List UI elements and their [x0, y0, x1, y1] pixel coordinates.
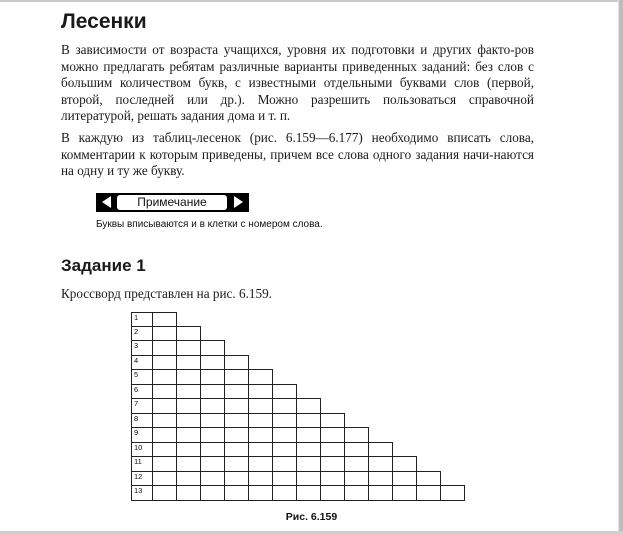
crossword-cell: [152, 398, 177, 414]
crossword-cell: [152, 442, 177, 458]
crossword-number-cell: [131, 485, 153, 501]
crossword-number-cell: [131, 384, 153, 400]
crossword-cell: [200, 355, 225, 371]
crossword-cell: [368, 471, 393, 487]
crossword-row-number: 10: [134, 442, 143, 452]
crossword-cell: [176, 456, 201, 472]
crossword-cell: [248, 398, 273, 414]
crossword-cell: [224, 369, 249, 385]
crossword-cell: [152, 326, 177, 342]
crossword-cell: [200, 485, 225, 501]
crossword-cell: [248, 384, 273, 400]
crossword-cell: [272, 471, 297, 487]
crossword-cell: [272, 427, 297, 443]
crossword-cell: [176, 369, 201, 385]
crossword-number-cell: [131, 413, 153, 429]
crossword-cell: [176, 340, 201, 356]
crossword-cell: [200, 413, 225, 429]
note-label: Примечание: [117, 195, 227, 210]
crossword-cell: [296, 456, 321, 472]
crossword-cell: [344, 442, 369, 458]
crossword-cell: [368, 485, 393, 501]
left-arrow-icon: [102, 196, 111, 208]
note-banner: [96, 193, 249, 212]
crossword-cell: [200, 471, 225, 487]
crossword-cell: [200, 442, 225, 458]
crossword-cell: [200, 369, 225, 385]
crossword-cell: [344, 427, 369, 443]
crossword-number-cell: [131, 456, 153, 472]
right-arrow-icon: [234, 196, 243, 208]
crossword-cell: [224, 485, 249, 501]
crossword-cell: [272, 398, 297, 414]
crossword-cell: [176, 326, 201, 342]
crossword-number-cell: [131, 369, 153, 385]
crossword-cell: [296, 398, 321, 414]
crossword-row-number: 3: [134, 341, 139, 350]
page-frame-right-inner: [618, 0, 619, 534]
crossword-cell: [200, 427, 225, 443]
crossword-cell: [152, 384, 177, 400]
crossword-number-cell: [131, 340, 153, 356]
crossword-row-number: 9: [134, 428, 139, 437]
crossword-cell: [344, 456, 369, 472]
page-frame-right: [619, 0, 623, 534]
crossword-cell: [152, 369, 177, 385]
section-title: Лесенки: [61, 10, 147, 33]
crossword-cell: [392, 485, 417, 501]
paragraph-instructions: В каждую из таблиц-лесенок (рис. 6.159—6.177) необходимо вписать слова, комментарии к которым приведены, причем все слова одного задания начи-наются на одну и ту же букву.: [61, 130, 534, 178]
crossword-row-number: 5: [134, 370, 139, 379]
crossword-cell: [248, 456, 273, 472]
crossword-cell: [224, 456, 249, 472]
crossword-cell: [272, 413, 297, 429]
crossword-cell: [224, 355, 249, 371]
crossword-cell: [272, 485, 297, 501]
crossword-cell: [224, 413, 249, 429]
crossword-cell: [224, 427, 249, 443]
crossword-cell: [296, 442, 321, 458]
task-intro: Кроссворд представлен на рис. 6.159.: [61, 286, 272, 301]
crossword-cell: [296, 485, 321, 501]
crossword-cell: [176, 398, 201, 414]
crossword-row-number: 13: [134, 486, 143, 495]
crossword-cell: [272, 384, 297, 400]
crossword-cell: [224, 398, 249, 414]
crossword-cell: [176, 471, 201, 487]
figure-caption: Рис. 6.159: [285, 511, 338, 523]
crossword-cell: [224, 471, 249, 487]
crossword-row-number: 4: [134, 355, 139, 365]
crossword-cell: [176, 384, 201, 400]
crossword-cell: [152, 312, 177, 327]
page-frame-top: [0, 0, 623, 2]
crossword-cell: [248, 485, 273, 501]
crossword-cell: [152, 427, 177, 443]
crossword-row-number: 8: [134, 413, 139, 423]
crossword-cell: [152, 413, 177, 429]
crossword-cell: [200, 398, 225, 414]
crossword-cell: [344, 485, 369, 501]
crossword-cell: [152, 355, 177, 371]
crossword-cell: [224, 442, 249, 458]
crossword-cell: [248, 427, 273, 443]
crossword-cell: [344, 471, 369, 487]
crossword-cell: [152, 340, 177, 356]
crossword-cell: [176, 427, 201, 443]
crossword-cell: [152, 456, 177, 472]
crossword-cell: [320, 471, 345, 487]
task-title: Задание 1: [61, 256, 146, 275]
crossword-cell: [368, 442, 393, 458]
crossword-number-cell: [131, 442, 153, 458]
crossword-number-cell: [131, 471, 153, 487]
crossword-cell: [296, 471, 321, 487]
crossword-row-number: 6: [134, 384, 139, 394]
crossword-cell: [392, 471, 417, 487]
crossword-number-cell: [131, 355, 153, 371]
crossword-cell: [320, 413, 345, 429]
crossword-cell: [320, 427, 345, 443]
crossword-cell: [296, 427, 321, 443]
crossword-cell: [224, 384, 249, 400]
crossword-cell: [416, 471, 441, 487]
crossword-cell: [200, 456, 225, 472]
crossword-cell: [320, 485, 345, 501]
crossword-row-number: 11: [134, 457, 142, 466]
crossword-row-number: 2: [134, 326, 139, 336]
crossword-grid: [131, 312, 471, 506]
crossword-cell: [272, 442, 297, 458]
crossword-cell: [320, 456, 345, 472]
crossword-cell: [248, 471, 273, 487]
crossword-cell: [152, 471, 177, 487]
crossword-cell: [176, 413, 201, 429]
crossword-row-number: 12: [134, 471, 143, 481]
crossword-cell: [176, 485, 201, 501]
crossword-cell: [320, 442, 345, 458]
crossword-cell: [368, 456, 393, 472]
crossword-number-cell: [131, 312, 153, 327]
crossword-cell: [296, 413, 321, 429]
crossword-cell: [440, 485, 465, 501]
crossword-cell: [248, 442, 273, 458]
crossword-cell: [248, 369, 273, 385]
crossword-cell: [416, 485, 441, 501]
crossword-cell: [176, 355, 201, 371]
crossword-cell: [152, 485, 177, 501]
crossword-number-cell: [131, 326, 153, 342]
crossword-cell: [248, 413, 273, 429]
crossword-number-cell: [131, 398, 153, 414]
crossword-cell: [200, 340, 225, 356]
crossword-row-number: 1: [134, 313, 139, 322]
crossword-cell: [272, 456, 297, 472]
crossword-row-number: 7: [134, 399, 139, 408]
note-text: Буквы вписываются и в клетки с номером слова.: [96, 219, 323, 230]
paragraph-variants: В зависимости от возраста учащихся, уровня их подготовки и других факто-ров можно предлагать ребятам различные варианты приведенных заданий: без слов с большим количеством букв, с известными отдельными буквами слов (первой, второй, последней или др.). Можно разрешить пользоваться справочной литературой, решать задания дома и т. п.: [61, 42, 534, 123]
crossword-cell: [200, 384, 225, 400]
crossword-cell: [176, 442, 201, 458]
crossword-number-cell: [131, 427, 153, 443]
crossword-cell: [392, 456, 417, 472]
